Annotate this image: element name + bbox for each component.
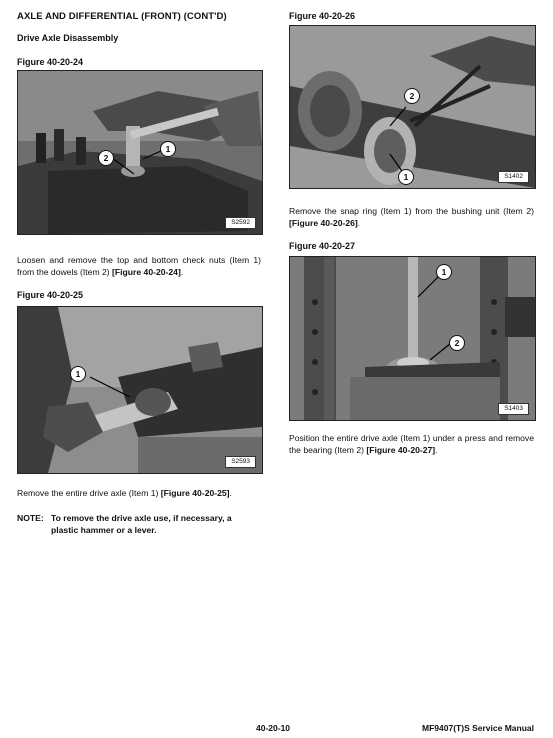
- callout-1: 1: [436, 264, 452, 280]
- note-text: To remove the drive axle use, if necessary, a plastic hammer or a lever.: [51, 513, 232, 535]
- image-code: S2592: [225, 217, 256, 229]
- image-code: S1403: [498, 403, 529, 415]
- figure-photo-27: [289, 256, 536, 421]
- note-label: NOTE:: [17, 513, 44, 523]
- page-number: 40-20-10: [256, 723, 291, 733]
- paragraph-press-bearing: Position the entire drive axle (Item 1) under a press and remove the bearing (Item 2) [Figure 40-20-27].: [289, 433, 534, 455]
- figure-label-24: Figure 40-20-24: [17, 57, 84, 67]
- callout-1: 1: [70, 366, 86, 382]
- figure-photo-24: [17, 70, 263, 235]
- callout-1: 1: [160, 141, 176, 157]
- paragraph-snap-ring: Remove the snap ring (Item 1) from the bushing unit (Item 2) [Figure 40-20-26].: [289, 206, 534, 228]
- image-code: S1402: [498, 171, 529, 183]
- image-code: S2593: [225, 456, 256, 468]
- callout-2: 2: [449, 335, 465, 351]
- figure-label-27: Figure 40-20-27: [289, 241, 356, 251]
- paragraph-check-nuts: Loosen and remove the top and bottom check nuts (Item 1) from the dowels (Item 2) [Figure 40-20-24].: [17, 255, 261, 277]
- figure-photo-26: [289, 25, 536, 189]
- callout-1: 1: [398, 169, 414, 185]
- manual-title: MF9407(T)S Service Manual: [422, 723, 534, 733]
- callout-2: 2: [404, 88, 420, 104]
- figure-label-25: Figure 40-20-25: [17, 290, 84, 300]
- paragraph-remove-axle: Remove the entire drive axle (Item 1) [Figure 40-20-25].: [17, 488, 232, 498]
- section-title: AXLE AND DIFFERENTIAL (FRONT) (CONT'D): [17, 11, 227, 22]
- subheading: Drive Axle Disassembly: [17, 33, 119, 43]
- callout-2: 2: [98, 150, 114, 166]
- figure-label-26: Figure 40-20-26: [289, 11, 356, 21]
- figure-photo-25: [17, 306, 263, 474]
